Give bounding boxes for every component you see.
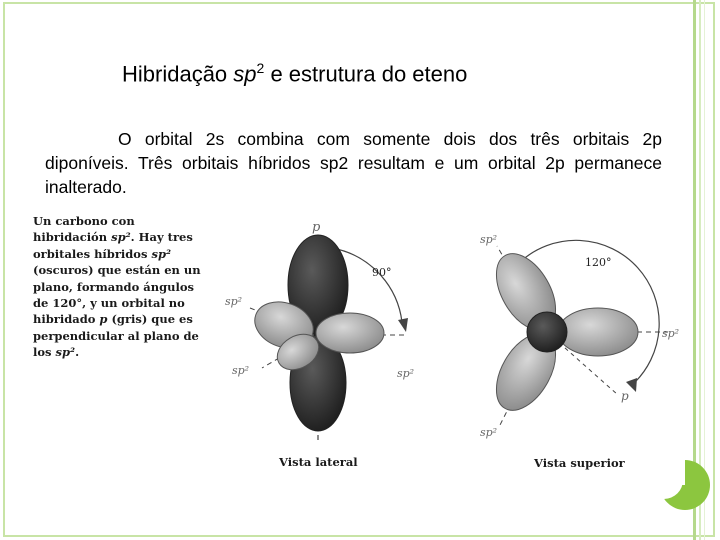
sp2-label-bottom: sp² bbox=[480, 426, 498, 439]
sp2-label-left: sp² bbox=[225, 295, 243, 308]
decorative-green-circle-inner bbox=[645, 461, 683, 499]
top-view bbox=[480, 233, 679, 439]
slide-paragraph: O orbital 2s combina com somente dois dos três orbitais 2p diponíveis. Três orbitais híbridos sp2 resultam e um orbital 2p permanece inalterado. bbox=[45, 129, 662, 197]
sp2-label-top: sp² bbox=[480, 233, 498, 246]
sp2-lobe-right bbox=[558, 308, 638, 356]
lateral-view bbox=[225, 220, 414, 440]
sp2-lobe-right bbox=[316, 313, 384, 353]
sp2-label-bottom-right: sp² bbox=[397, 367, 415, 380]
p-label: p bbox=[312, 220, 321, 235]
arc-arrowhead bbox=[398, 318, 408, 332]
lateral-view-label: Vista lateral bbox=[279, 455, 358, 469]
p-label: p bbox=[621, 389, 629, 403]
p-orbital-center bbox=[527, 312, 567, 352]
top-view-label: Vista superior bbox=[534, 456, 625, 470]
figure-caption: Un carbono con hibridación sp². Hay tres orbitales híbridos sp² (oscuros) que están en un plano, formando ángulos de 120°, y un orbital no hibridado p (gris) que es perpendicular al plano de los sp². bbox=[33, 214, 201, 360]
slide-title: Hibridação $sp^2$ e estrutura do eteno bbox=[122, 60, 468, 87]
sp2-label-bottom-left: sp² bbox=[232, 364, 250, 377]
angle-label-120: 120° bbox=[585, 256, 612, 269]
angle-label-90: 90° bbox=[372, 266, 392, 279]
sp2-label-right: sp² bbox=[662, 327, 680, 340]
